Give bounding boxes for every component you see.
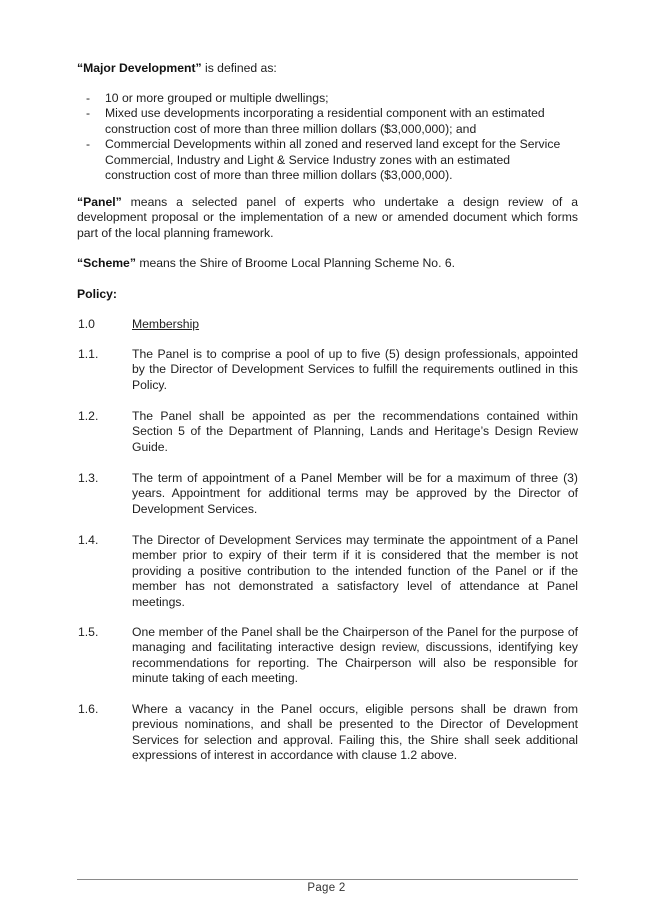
bullet-dash: -: [86, 91, 91, 105]
list-item-text: Commercial Developments within all zoned and reserved land except for the Service Commercial, Industry and Light & Service Industry zones with an estimated construction cost of more than three million dollars ($3,000,000).: [105, 137, 561, 183]
clause-number: 1.6.: [78, 702, 99, 716]
policy-heading: Policy:: [77, 287, 117, 301]
definition-text: means the Shire of Broome Local Planning Scheme No. 6.: [135, 256, 456, 270]
definition-term: “Panel”: [77, 195, 122, 209]
page-number: Page 2: [307, 882, 346, 894]
clause-1-2: [77, 409, 578, 455]
clause-1-4: [77, 533, 578, 610]
definition-scheme: [77, 256, 578, 271]
clause-number: 1.1.: [78, 347, 99, 361]
bullet-dash: -: [86, 137, 91, 152]
clause-text: The term of appointment of a Panel Member will be for a maximum of three (3) years. Appointment for additional terms may be approved by the Director of Development Services.: [132, 471, 578, 516]
bullet-dash: -: [86, 106, 91, 121]
list-item-text: Mixed use developments incorporating a residential component with an estimated construction cost of more than three million dollars ($3,000,000); and: [105, 106, 545, 136]
clause-number: 1.4.: [78, 533, 99, 547]
clause-number: 1.5.: [78, 625, 99, 639]
list-item: [77, 106, 578, 137]
list-item-text: 10 or more grouped or multiple dwellings;: [105, 91, 329, 105]
definition-term: “Major Development”: [77, 61, 202, 75]
list-item: [77, 91, 578, 106]
clause-number: 1.3.: [78, 471, 99, 485]
section-title: Membership: [132, 317, 200, 331]
definition-text: is defined as:: [201, 61, 277, 75]
section-number: 1.0: [78, 317, 95, 331]
definition-panel: [77, 195, 578, 241]
clause-text: The Panel shall be appointed as per the recommendations contained within Section 5 of the Department of Planning, Lands and Heritage’s Design Review Guide.: [132, 409, 578, 454]
section-heading: [0, 317, 653, 333]
clause-1-6: [77, 702, 578, 764]
major-development-criteria-list: [77, 91, 578, 183]
definition-term: “Scheme”: [77, 256, 136, 270]
clause-1-1: [77, 347, 578, 393]
footer-divider: [77, 879, 578, 880]
clause-text: One member of the Panel shall be the Chairperson of the Panel for the purpose of managing and facilitating interactive design review, discussions, identifying key recommendations for reporting. The Chairperson will also be responsible for minute taking of each meeting.: [132, 625, 578, 686]
clause-1-5: [77, 625, 578, 687]
clause-number: 1.2.: [78, 409, 99, 423]
clause-1-3: [77, 471, 578, 517]
clause-text: The Panel is to comprise a pool of up to five (5) design professionals, appointed by the Director of Development Services to fulfill the requirements outlined in this Policy.: [132, 347, 578, 392]
definition-text: means a selected panel of experts who undertake a design review of a development proposal or the implementation of a new or amended document which forms part of the local planning framework.: [77, 195, 578, 240]
clause-text: The Director of Development Services may terminate the appointment of a Panel member prior to expiry of their term if it is considered that the member is not providing a positive contribution to the intended function of the Panel or if the member has not demonstrated a satisfactory level of attendance at Panel meetings.: [132, 533, 578, 609]
clause-text: Where a vacancy in the Panel occurs, eligible persons shall be drawn from previous nominations, and shall be presented to the Director of Development Services for selection and approval. Failing this, the Shire shall seek additional expressions of interest in accordance with clause 1.2 above.: [132, 702, 578, 763]
definition-major-development: [77, 61, 578, 76]
list-item: [77, 137, 578, 183]
